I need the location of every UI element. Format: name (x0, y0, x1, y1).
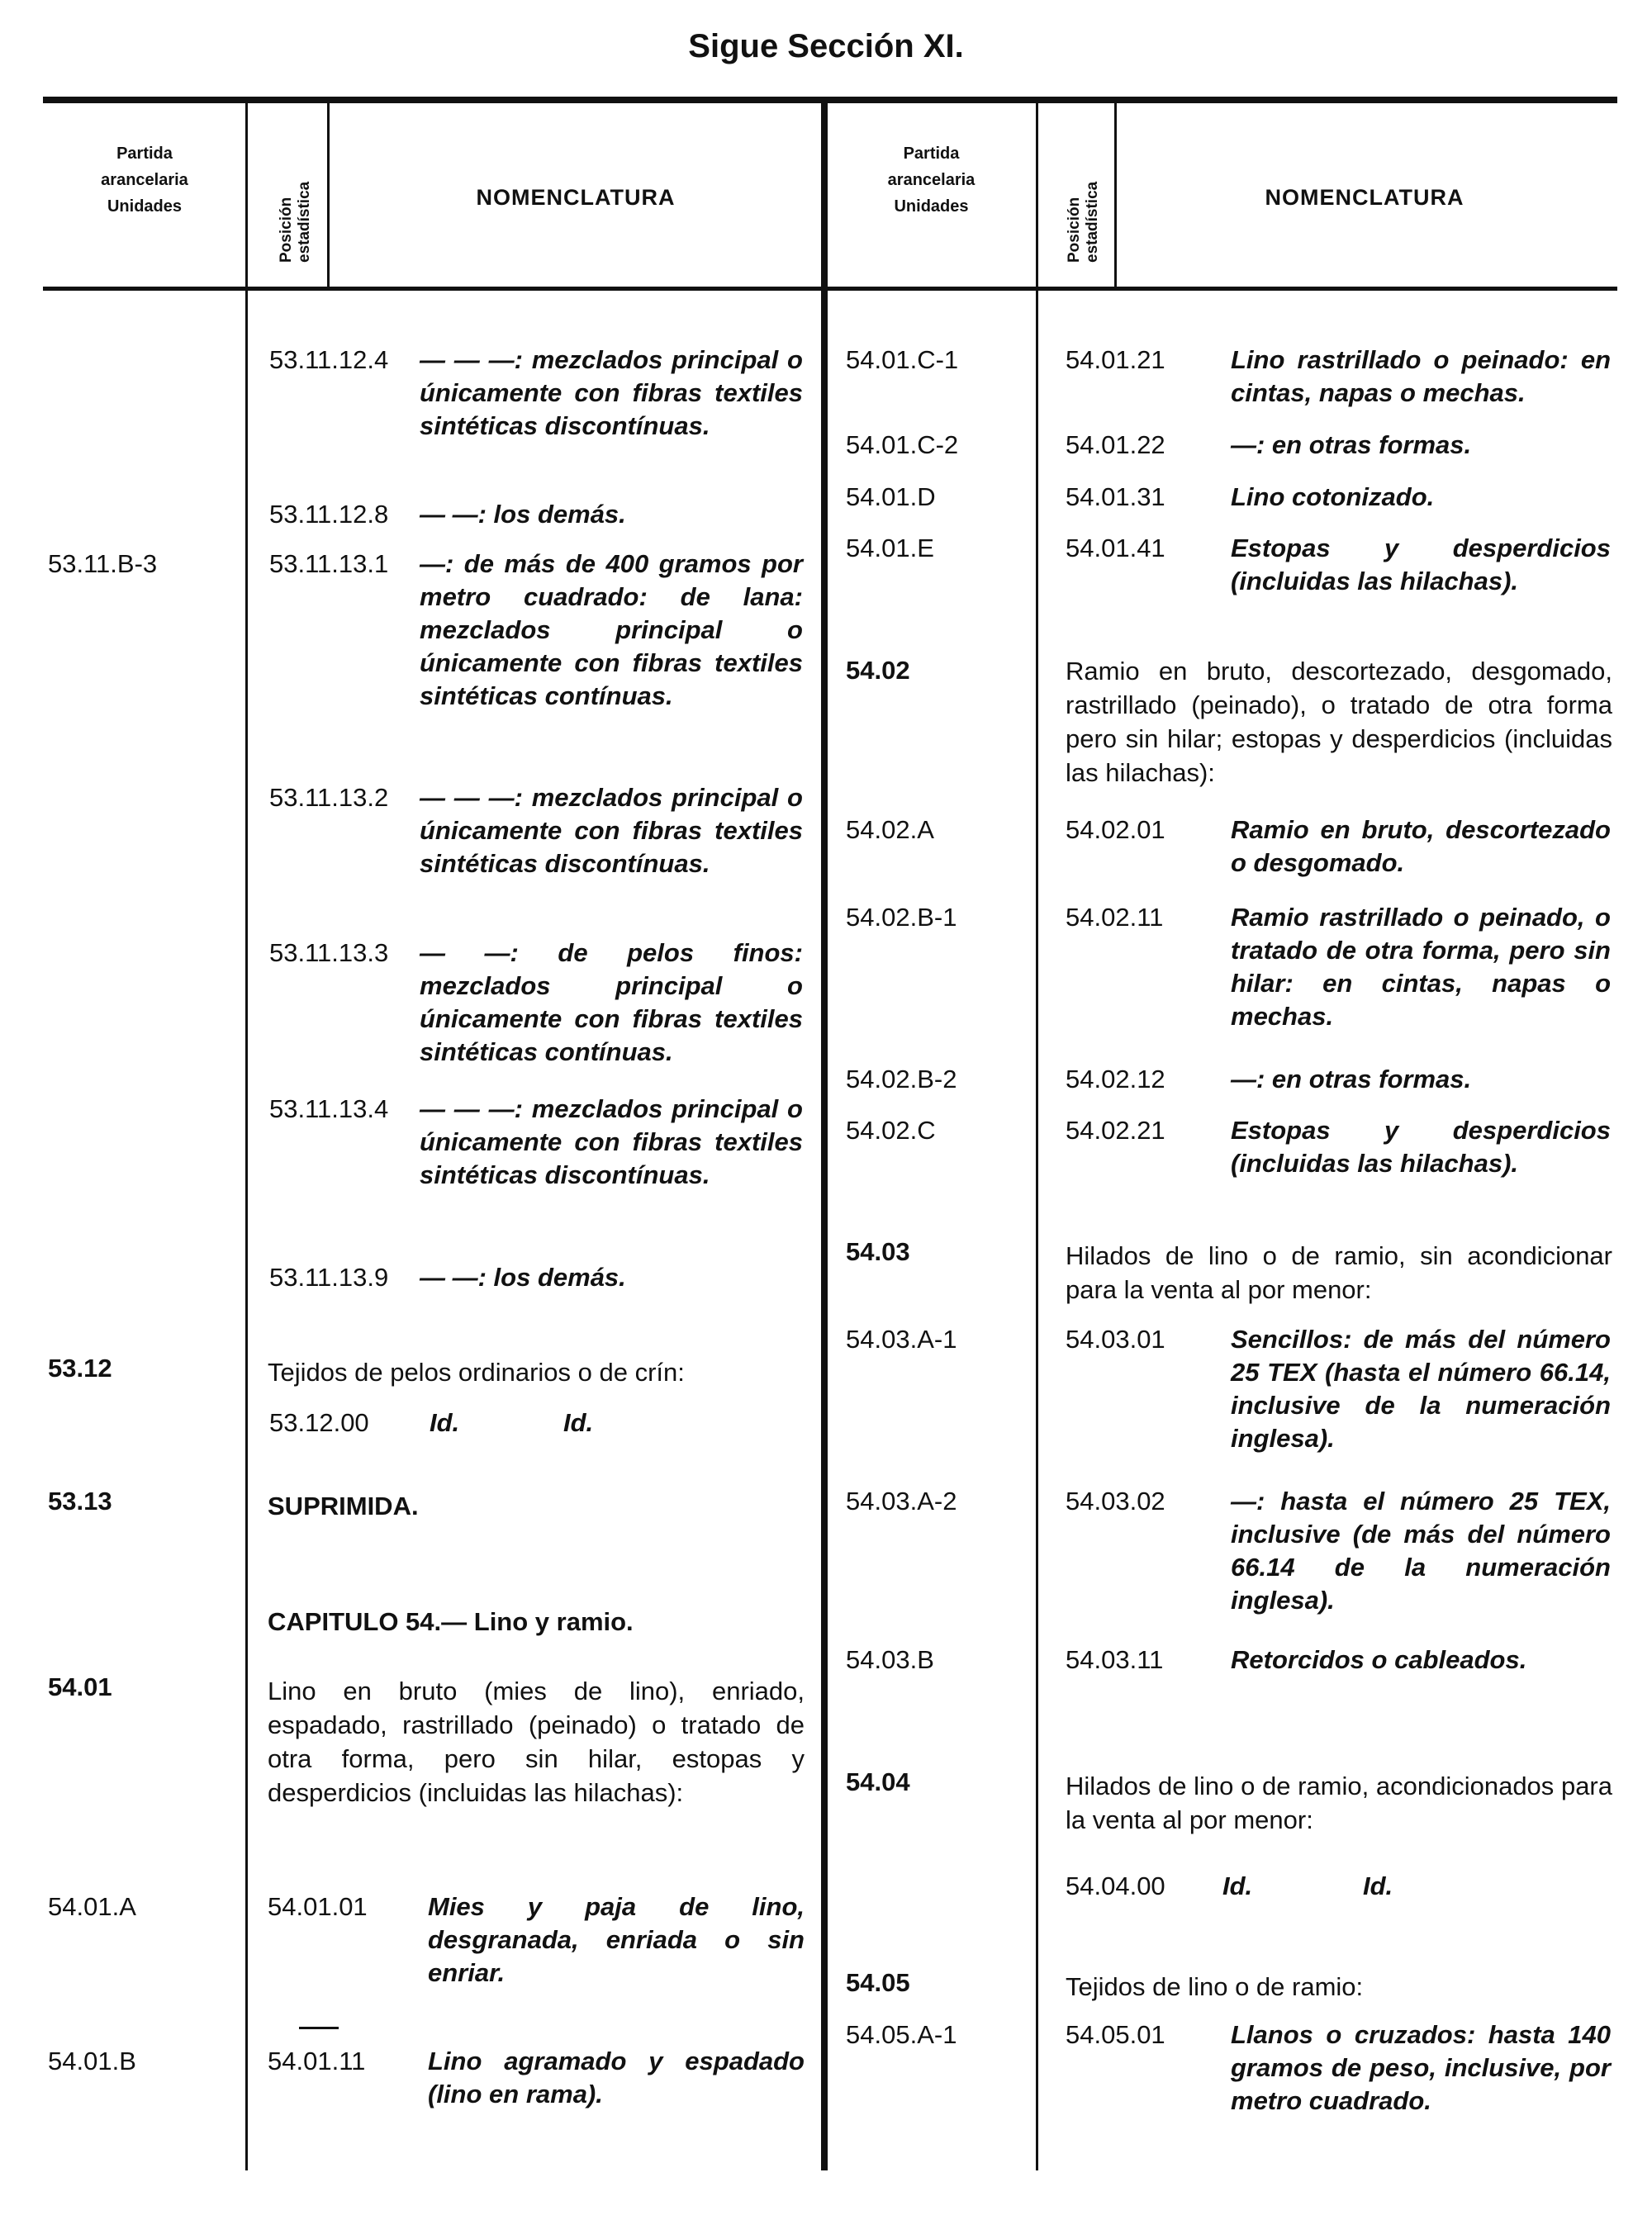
entry-description: Lino rastrillado o peinado: en cintas, napas o mechas. (1231, 345, 1611, 407)
partida-code: 54.03 (846, 1237, 910, 1266)
center-divider (821, 99, 828, 2170)
partida-code: 54.01.A (48, 1892, 136, 1921)
posicion-code: 54.02.21 (1066, 1116, 1165, 1145)
header-partida-left: Partida arancelaria Unidades (101, 145, 188, 216)
posicion-code: 53.11.12.4 (269, 345, 389, 374)
entry-description: Estopas y desperdicios (incluidas las hilachas). (1231, 1116, 1611, 1178)
entry-description: Retorcidos o cableados. (1231, 1645, 1527, 1674)
posicion-code: 54.01.22 (1066, 430, 1165, 459)
partida-code: 53.13 (48, 1487, 112, 1516)
posicion-code: 54.03.11 (1066, 1645, 1164, 1674)
heading-5402: Ramio en bruto, descortezado, desgomado, rastrillado (peinado), o tratado de otra forma pero sin hilar; estopas y desperdicios (incluidas las hilachas): (1066, 657, 1612, 787)
header-nomenclatura-right: NOMENCLATURA (1265, 185, 1464, 210)
header-posicion-right: Posición estadística (1066, 181, 1101, 263)
entry-description: — — —: mezclados principal o únicamente con fibras textiles sintéticas discontínuas. (420, 1094, 803, 1189)
heading-5401: Lino en bruto (mies de lino), enriado, espadado, rastrillado (peinado) o tratado de otra forma, pero sin hilar, estopas y desperdicios (incluidas las hilachas): (268, 1677, 805, 1807)
top-rule (43, 97, 1617, 103)
partida-code: 53.12 (48, 1354, 112, 1383)
partida-code: 54.03.A-1 (846, 1325, 957, 1354)
partida-code: 54.01.E (846, 534, 934, 562)
header-nomenclatura-left: NOMENCLATURA (476, 185, 676, 210)
posicion-code: 54.03.01 (1066, 1325, 1165, 1354)
separator-dash (299, 2027, 339, 2029)
posicion-code: 54.02.01 (1066, 815, 1165, 844)
partida-code: 53.11.B-3 (48, 549, 158, 578)
chapter-title: CAPITULO 54.— Lino y ramio. (268, 1607, 634, 1636)
entry-description: —: en otras formas. (1231, 430, 1472, 459)
entry-description: — — —: mezclados principal o únicamente con fibras textiles sintéticas discontínuas. (420, 345, 803, 440)
partida-code: 54.02 (846, 656, 910, 685)
header-rule (43, 287, 1617, 291)
page-title: Sigue Sección XI. (688, 28, 964, 64)
heading-5405: Tejidos de lino o de ramio: (1066, 1972, 1364, 2001)
posicion-code: 54.04.00 (1066, 1871, 1165, 1900)
heading-5403: Hilados de lino o de ramio, sin acondicionar para la venta al por menor: (1066, 1241, 1612, 1304)
partida-code: 54.02.B-2 (846, 1065, 957, 1093)
entry-description: — —: de pelos finos: mezclados principal o únicamente con fibras textiles sintéticas contínuas. (420, 938, 803, 1066)
entry-description: Sencillos: de más del número 25 TEX (hasta el número 66.14, inclusive de la numeración inglesa). (1231, 1325, 1611, 1453)
posicion-code: 54.01.41 (1066, 534, 1165, 562)
header-posicion-left: Posición estadística (278, 181, 313, 263)
posicion-code: 54.02.12 (1066, 1065, 1165, 1093)
header-partida-right: Partida arancelaria Unidades (887, 145, 976, 216)
partida-code: 54.02.A (846, 815, 934, 844)
posicion-code: 53.11.13.3 (269, 938, 389, 967)
partida-code: 54.01.C-2 (846, 430, 959, 459)
posicion-code: 53.11.13.9 (269, 1263, 389, 1292)
entry-description: Ramio en bruto, descortezado o desgomado. (1231, 815, 1611, 877)
heading-5404: Hilados de lino o de ramio, acondicionados para la venta al por menor: (1066, 1772, 1612, 1834)
entry-description: Ramio rastrillado o peinado, o tratado de otra forma, pero sin hilar: en cintas, napas o mechas. (1231, 903, 1611, 1031)
entry-description: Id. (430, 1408, 460, 1437)
posicion-code: 53.11.13.4 (269, 1094, 389, 1123)
partida-code: 54.01.C-1 (846, 345, 959, 374)
entry-description: — —: los demás. (420, 1263, 626, 1292)
entry-description: — —: los demás. (420, 500, 626, 529)
entry-description: — — —: mezclados principal o únicamente con fibras textiles sintéticas discontínuas. (420, 783, 803, 878)
entry-description: —: en otras formas. (1231, 1065, 1472, 1093)
posicion-code: 54.03.02 (1066, 1487, 1165, 1516)
posicion-code: 54.01.31 (1066, 482, 1165, 511)
partida-code: 54.03.B (846, 1645, 934, 1674)
posicion-code: 54.01.11 (268, 2047, 366, 2075)
column-divider (327, 99, 330, 289)
entry-description: Id. (1222, 1871, 1253, 1900)
id-value: Id. (563, 1408, 594, 1437)
posicion-code: 53.12.00 (269, 1408, 369, 1437)
column-divider (245, 99, 248, 2170)
entry-description: Lino agramado y espadado (lino en rama). (428, 2047, 805, 2109)
entry-description: —: de más de 400 gramos por metro cuadrado: de lana: mezclados principal o únicamente con fibras textiles sintéticas contínuas. (420, 549, 803, 710)
partida-code: 54.02.B-1 (846, 903, 957, 932)
partida-code: 54.01 (48, 1672, 112, 1701)
partida-code: 54.01.B (48, 2047, 136, 2075)
id-value: Id. (1363, 1871, 1393, 1900)
partida-code: 54.02.C (846, 1116, 936, 1145)
posicion-code: 53.11.13.2 (269, 783, 389, 812)
column-divider (1036, 99, 1038, 2170)
partida-code: 54.01.D (846, 482, 936, 511)
posicion-code: 54.01.21 (1066, 345, 1165, 374)
entry-description: Lino cotonizado. (1231, 482, 1435, 511)
posicion-code: 53.11.12.8 (269, 500, 389, 529)
posicion-code: 53.11.13.1 (269, 549, 389, 578)
suprimida-label: SUPRIMIDA. (268, 1492, 419, 1520)
partida-code: 54.05.A-1 (846, 2020, 957, 2049)
entry-description: Estopas y desperdicios (incluidas las hilachas). (1231, 534, 1611, 595)
partida-code: 54.03.A-2 (846, 1487, 957, 1516)
partida-code: 54.05 (846, 1968, 910, 1997)
entry-description: Mies y paja de lino, desgranada, enriada o sin enriar. (428, 1892, 805, 1987)
entry-description: —: hasta el número 25 TEX, inclusive (de más del número 66.14 de la numeración inglesa). (1231, 1487, 1611, 1615)
heading-5312: Tejidos de pelos ordinarios o de crín: (268, 1358, 685, 1387)
posicion-code: 54.01.01 (268, 1892, 368, 1921)
partida-code: 54.04 (846, 1767, 910, 1796)
entry-description: Llanos o cruzados: hasta 140 gramos de peso, inclusive, por metro cuadrado. (1231, 2020, 1611, 2115)
posicion-code: 54.05.01 (1066, 2020, 1165, 2049)
posicion-code: 54.02.11 (1066, 903, 1164, 932)
